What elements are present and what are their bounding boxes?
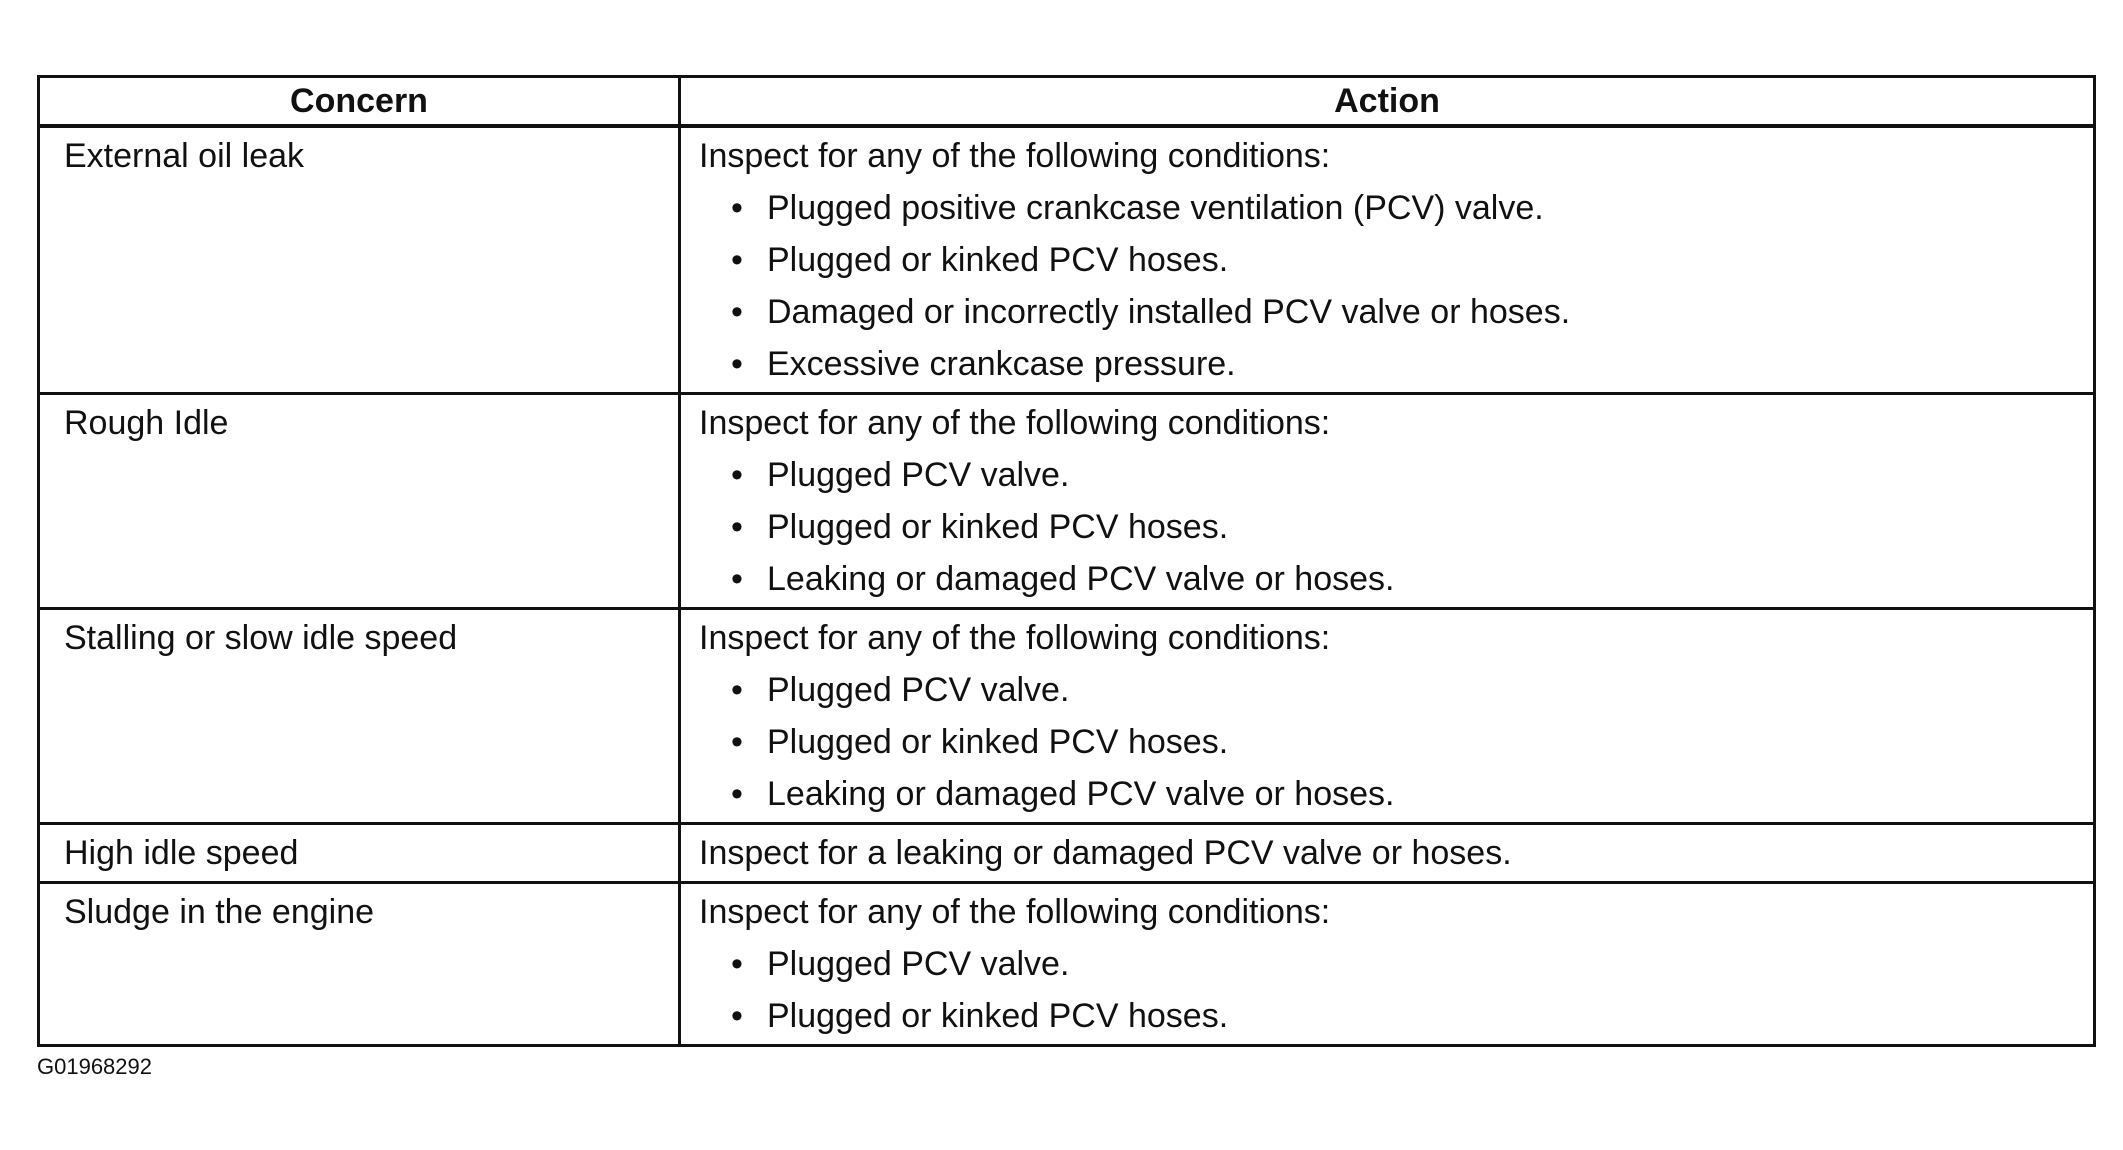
condition-text: Leaking or damaged PCV valve or hoses. [767,775,1395,813]
bullet-icon: • [731,456,743,494]
table-row [39,883,2095,1046]
condition-list [699,182,2093,390]
condition-text: Damaged or incorrectly installed PCV valve or hoses. [767,293,1571,331]
bullet-icon: • [731,945,743,983]
action-intro: Inspect for any of the following conditions: [699,137,1331,175]
condition-list [699,449,2093,605]
condition-item [699,990,2093,1042]
diagnostic-table-container [37,75,2093,1047]
condition-item [699,286,2093,338]
action-cell [680,824,2095,883]
condition-item [699,182,2093,234]
concern-cell: Stalling or slow idle speed [39,609,680,824]
condition-item [699,664,2093,716]
bullet-icon: • [731,508,743,546]
condition-item [699,938,2093,990]
condition-text: Plugged PCV valve. [767,945,1070,983]
bullet-icon: • [731,775,743,813]
condition-list [699,664,2093,820]
condition-list [699,938,2093,1042]
bullet-icon: • [731,671,743,709]
condition-text: Plugged or kinked PCV hoses. [767,723,1229,761]
action-intro: Inspect for any of the following conditions: [699,893,1331,931]
condition-text: Plugged PCV valve. [767,456,1070,494]
condition-text: Plugged or kinked PCV hoses. [767,241,1229,279]
action-column-header: Action [680,77,2095,127]
action-intro: Inspect for a leaking or damaged PCV valve or hoses. [699,834,1512,872]
table-row [39,824,2095,883]
concern-cell: Sludge in the engine [39,883,680,1046]
concern-cell: High idle speed [39,824,680,883]
condition-item [699,553,2093,605]
figure-id: G01968292 [37,1054,152,1079]
bullet-icon: • [731,189,743,227]
action-intro: Inspect for any of the following conditions: [699,619,1331,657]
table-row [39,126,2095,394]
condition-item [699,449,2093,501]
condition-item [699,338,2093,390]
action-cell [680,394,2095,609]
diagnostic-table [37,75,2096,1047]
action-intro: Inspect for any of the following conditions: [699,404,1331,442]
condition-text: Plugged PCV valve. [767,671,1070,709]
condition-item [699,716,2093,768]
condition-item [699,768,2093,820]
bullet-icon: • [731,997,743,1035]
condition-item [699,501,2093,553]
bullet-icon: • [731,293,743,331]
condition-text: Plugged or kinked PCV hoses. [767,997,1229,1035]
concern-cell: Rough Idle [39,394,680,609]
bullet-icon: • [731,723,743,761]
table-row [39,609,2095,824]
condition-text: Leaking or damaged PCV valve or hoses. [767,560,1395,598]
condition-text: Plugged positive crankcase ventilation (PCV) valve. [767,189,1544,227]
table-row [39,394,2095,609]
condition-text: Excessive crankcase pressure. [767,345,1236,383]
condition-text: Plugged or kinked PCV hoses. [767,508,1229,546]
bullet-icon: • [731,560,743,598]
condition-item [699,234,2093,286]
bullet-icon: • [731,241,743,279]
action-cell [680,126,2095,394]
action-cell [680,609,2095,824]
concern-column-header: Concern [39,77,680,127]
header-row [39,77,2095,127]
bullet-icon: • [731,345,743,383]
concern-cell: External oil leak [39,126,680,394]
action-cell [680,883,2095,1046]
